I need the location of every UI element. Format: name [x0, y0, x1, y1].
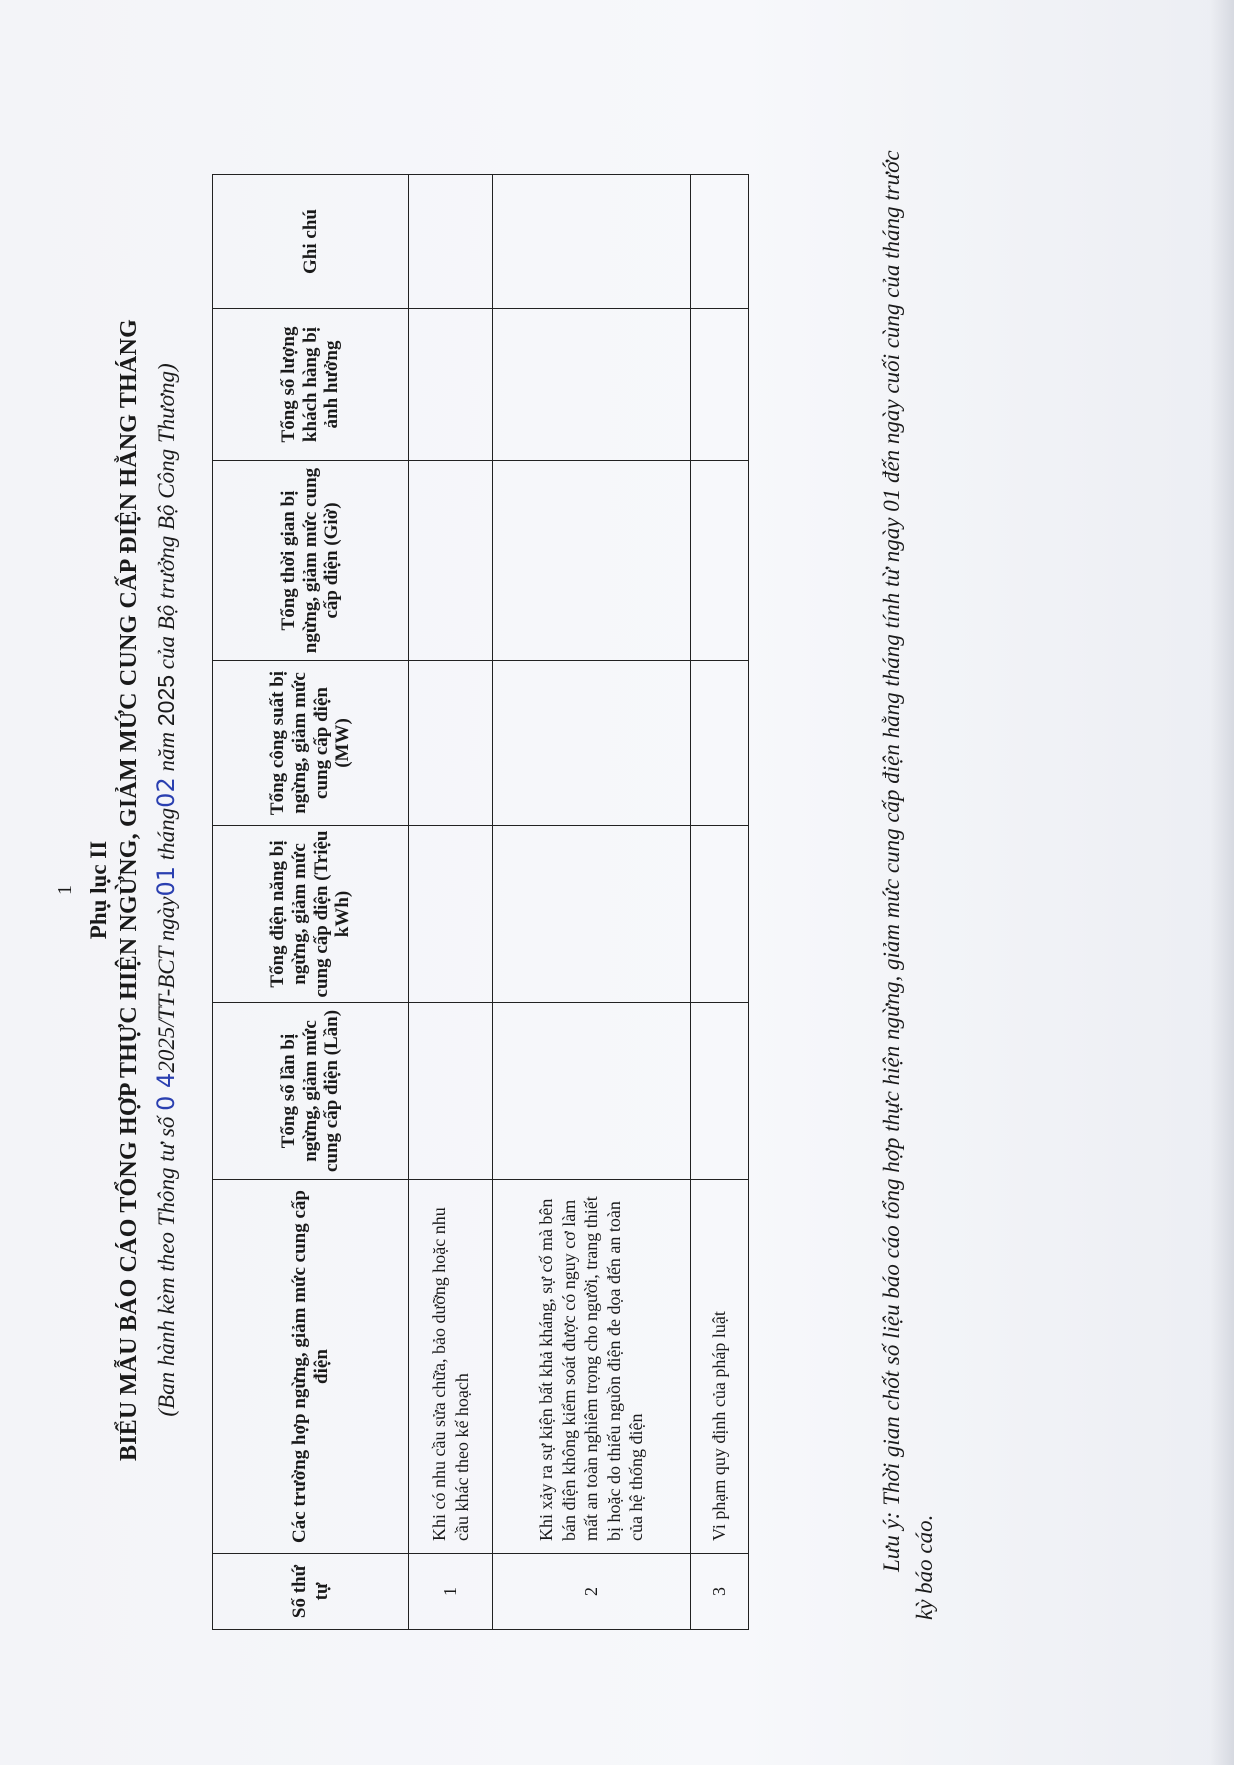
table-row [493, 175, 691, 1630]
header-capacity: Tổng công suất bị ngừng, giảm mức cung cấp điện (MW) [213, 661, 409, 826]
header-note: Ghi chú [213, 175, 409, 309]
main-title: BIỂU MẪU BÁO CÁO TỔNG HỢP THỰC HIỆN NGỪNG, GIẢM MỨC CUNG CẤP ĐIỆN HẰNG THÁNG [116, 319, 142, 1461]
row-case: Khi xảy ra sự kiện bất khả kháng, sự cố mà bên bán điện không kiểm soát được có nguy cơ làm mất an toàn nghiêm trọng cho người, trang thiết bị hoặc do thiếu nguồn điện đe dọa đến an toàn của hệ thống điện [493, 1180, 691, 1554]
header-count: Tổng số lần bị ngừng, giảm mức cung cấp điện (Lần) [213, 1003, 409, 1180]
page-number: 1 [54, 885, 76, 895]
rotated-landscape-content [50, 90, 1070, 1690]
cell-empty [493, 826, 691, 1003]
row-case: Vi phạm quy định của pháp luật [691, 1180, 749, 1554]
cell-empty [409, 826, 493, 1003]
header-duration: Tổng thời gian bị ngừng, giảm mức cung cấp điện (Giờ) [213, 461, 409, 661]
subtitle-prefix: (Ban hành kèm theo Thông tư số [154, 1116, 179, 1417]
footnote-label: Lưu ý [879, 1519, 904, 1572]
row-number: 1 [409, 1554, 493, 1630]
footnote-text: : Thời gian chốt số liệu báo cáo tổng hợp thực hiện ngừng, giảm mức cung cấp điện hằng tháng tính từ ngày 01 đến ngày cuối cùng của tháng trước kỳ báo cáo. [879, 150, 938, 1620]
paper-shadow-edge [1210, 0, 1234, 1765]
cell-empty [409, 661, 493, 826]
subtitle-doc-suffix: 2025/TT-BCT [154, 946, 179, 1073]
cell-empty [493, 309, 691, 461]
cell-empty [409, 175, 493, 309]
cell-empty [409, 1003, 493, 1180]
subtitle-day-label: ngày [154, 896, 179, 942]
handwritten-doc-number: 0 4 [152, 1072, 180, 1111]
table-row [409, 175, 493, 1630]
cell-empty [691, 1003, 749, 1180]
cell-empty [493, 175, 691, 309]
subtitle-year: 2025 [153, 674, 179, 727]
row-case: Khi có nhu cầu sửa chữa, bảo dưỡng hoặc nhu cầu khác theo kế hoạch [409, 1180, 493, 1554]
cell-empty [691, 661, 749, 826]
subtitle-year-label: năm [154, 731, 179, 772]
handwritten-month: 02 [152, 777, 180, 808]
header-stt: Số thứ tự [213, 1554, 409, 1630]
subtitle-suffix: của Bộ trưởng Bộ Công Thương) [154, 363, 179, 670]
subtitle-month-label: tháng [154, 807, 179, 861]
report-table [212, 174, 749, 1630]
cell-empty [493, 661, 691, 826]
cell-empty [691, 309, 749, 461]
header-customers: Tổng số lượng khách hàng bị ảnh hưởng [213, 309, 409, 461]
header-case: Các trường hợp ngừng, giảm mức cung cấp điện [213, 1180, 409, 1554]
cell-empty [493, 461, 691, 661]
row-number: 2 [493, 1554, 691, 1630]
cell-empty [691, 461, 749, 661]
table-header-row [213, 175, 409, 1630]
footnote [875, 140, 942, 1620]
table-row [691, 175, 749, 1630]
cell-empty [691, 175, 749, 309]
subtitle [152, 90, 180, 1690]
handwritten-day: 01 [152, 865, 180, 897]
appendix-title: Phụ lục II [86, 840, 111, 940]
row-number: 3 [691, 1554, 749, 1630]
header-energy: Tổng điện năng bị ngừng, giảm mức cung cấp điện (Triệu kWh) [213, 826, 409, 1003]
cell-empty [409, 309, 493, 461]
cell-empty [691, 826, 749, 1003]
cell-empty [409, 461, 493, 661]
cell-empty [493, 1003, 691, 1180]
